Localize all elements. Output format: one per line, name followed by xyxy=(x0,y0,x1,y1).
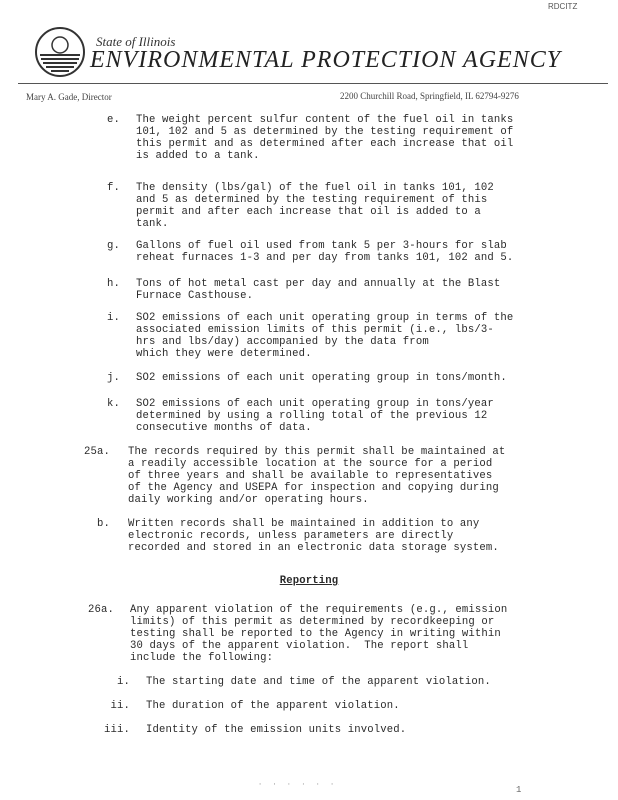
text-line: a readily accessible location at the source for a period xyxy=(128,458,493,470)
text-line: consecutive months of data. xyxy=(136,422,312,434)
text-line: reheat furnaces 1-3 and per day from tanks 101, 102 and 5. xyxy=(136,252,514,264)
page-mark: 1 xyxy=(516,785,522,795)
text-line: recorded and stored in an electronic data storage system. xyxy=(128,542,499,554)
text-line: Gallons of fuel oil used from tank 5 per 3-hours for slab xyxy=(136,240,507,252)
item-text-26a xyxy=(130,604,507,664)
text-line: permit and after each increase that oil is added to a xyxy=(136,206,481,218)
text-line: The duration of the apparent violation. xyxy=(146,700,400,712)
text-line: daily working and/or operating hours. xyxy=(128,494,369,506)
agency-address: 2200 Churchill Road, Springfield, IL 62794-9276 xyxy=(340,91,519,101)
item-text-25a xyxy=(128,446,505,506)
director-name: Mary A. Gade, Director xyxy=(26,92,112,102)
text-line: associated emission limits of this permit (i.e., lbs/3- xyxy=(136,324,494,336)
text-line: hrs and lbs/day) accompanied by the data from xyxy=(136,336,429,348)
text-line: include the following: xyxy=(130,652,274,664)
text-line: SO2 emissions of each unit operating group in tons/month. xyxy=(136,372,507,384)
epa-seal-icon xyxy=(34,26,86,78)
item-label-iii-roman: iii. xyxy=(103,724,130,736)
text-line: which they were determined. xyxy=(136,348,312,360)
item-label-b: b. xyxy=(96,518,110,530)
item-label-h: h. xyxy=(106,278,120,290)
text-line: 101, 102 and 5 as determined by the testing requirement of xyxy=(136,126,514,138)
agency-name: ENVIRONMENTAL PROTECTION AGENCY xyxy=(90,47,562,73)
text-line: Identity of the emission units involved. xyxy=(146,724,407,736)
text-line: of the Agency and USEPA for inspection and copying during xyxy=(128,482,499,494)
item-label-k: k. xyxy=(106,398,120,410)
text-line: and 5 as determined by the testing requirement of this xyxy=(136,194,488,206)
item-text-i-roman xyxy=(146,676,491,688)
item-label-e: e. xyxy=(106,114,120,126)
text-line: Furnace Casthouse. xyxy=(136,290,254,302)
text-line: Any apparent violation of the requirements (e.g., emission xyxy=(130,604,508,616)
item-text-g xyxy=(136,240,513,264)
text-line: SO2 emissions of each unit operating group in tons/year xyxy=(136,398,494,410)
text-line: Tons of hot metal cast per day and annually at the Blast xyxy=(136,278,501,290)
item-text-h xyxy=(136,278,500,302)
item-label-26a: 26a. xyxy=(87,604,114,616)
text-line: electronic records, unless parameters are directly xyxy=(128,530,454,542)
item-text-iii-roman xyxy=(146,724,406,736)
text-line: The starting date and time of the apparent violation. xyxy=(146,676,491,688)
item-label-j: j. xyxy=(106,372,120,384)
item-label-ii-roman: ii. xyxy=(110,700,130,712)
item-text-b xyxy=(128,518,499,554)
item-text-i xyxy=(136,312,513,360)
text-line: this permit and as determined after each increase that oil xyxy=(136,138,514,150)
text-line: determined by using a rolling total of the previous 12 xyxy=(136,410,488,422)
letterhead-rule xyxy=(18,83,608,84)
text-line: 30 days of the apparent violation. The report shall xyxy=(130,640,469,652)
text-line: The records required by this permit shall be maintained at xyxy=(128,446,506,458)
item-label-25a: 25a. xyxy=(83,446,110,458)
item-label-i-roman: i. xyxy=(116,676,130,688)
text-line: tank. xyxy=(136,218,169,230)
item-label-f: f. xyxy=(106,182,120,194)
state-of-illinois: State of Illinois xyxy=(96,34,176,49)
item-label-i: i. xyxy=(106,312,120,324)
page-footer: · · · · · · xyxy=(258,781,338,789)
text-line: SO2 emissions of each unit operating group in terms of the xyxy=(136,312,514,324)
item-label-g: g. xyxy=(106,240,120,252)
item-text-ii-roman xyxy=(146,700,400,712)
text-line: is added to a tank. xyxy=(136,150,260,162)
text-line: limits) of this permit as determined by recordkeeping or xyxy=(130,616,495,628)
text-line: testing shall be reported to the Agency in writing within xyxy=(130,628,501,640)
item-text-e xyxy=(136,114,513,162)
item-text-f xyxy=(136,182,494,230)
text-line: The density (lbs/gal) of the fuel oil in tanks 101, 102 xyxy=(136,182,494,194)
section-heading-reporting: Reporting xyxy=(279,575,339,587)
document-code: RDCITZ xyxy=(548,2,578,11)
text-line: of three years and shall be available to representatives xyxy=(128,470,493,482)
item-text-j xyxy=(136,372,507,384)
text-line: Written records shall be maintained in addition to any xyxy=(128,518,480,530)
text-line: The weight percent sulfur content of the fuel oil in tanks xyxy=(136,114,514,126)
item-text-k xyxy=(136,398,494,434)
